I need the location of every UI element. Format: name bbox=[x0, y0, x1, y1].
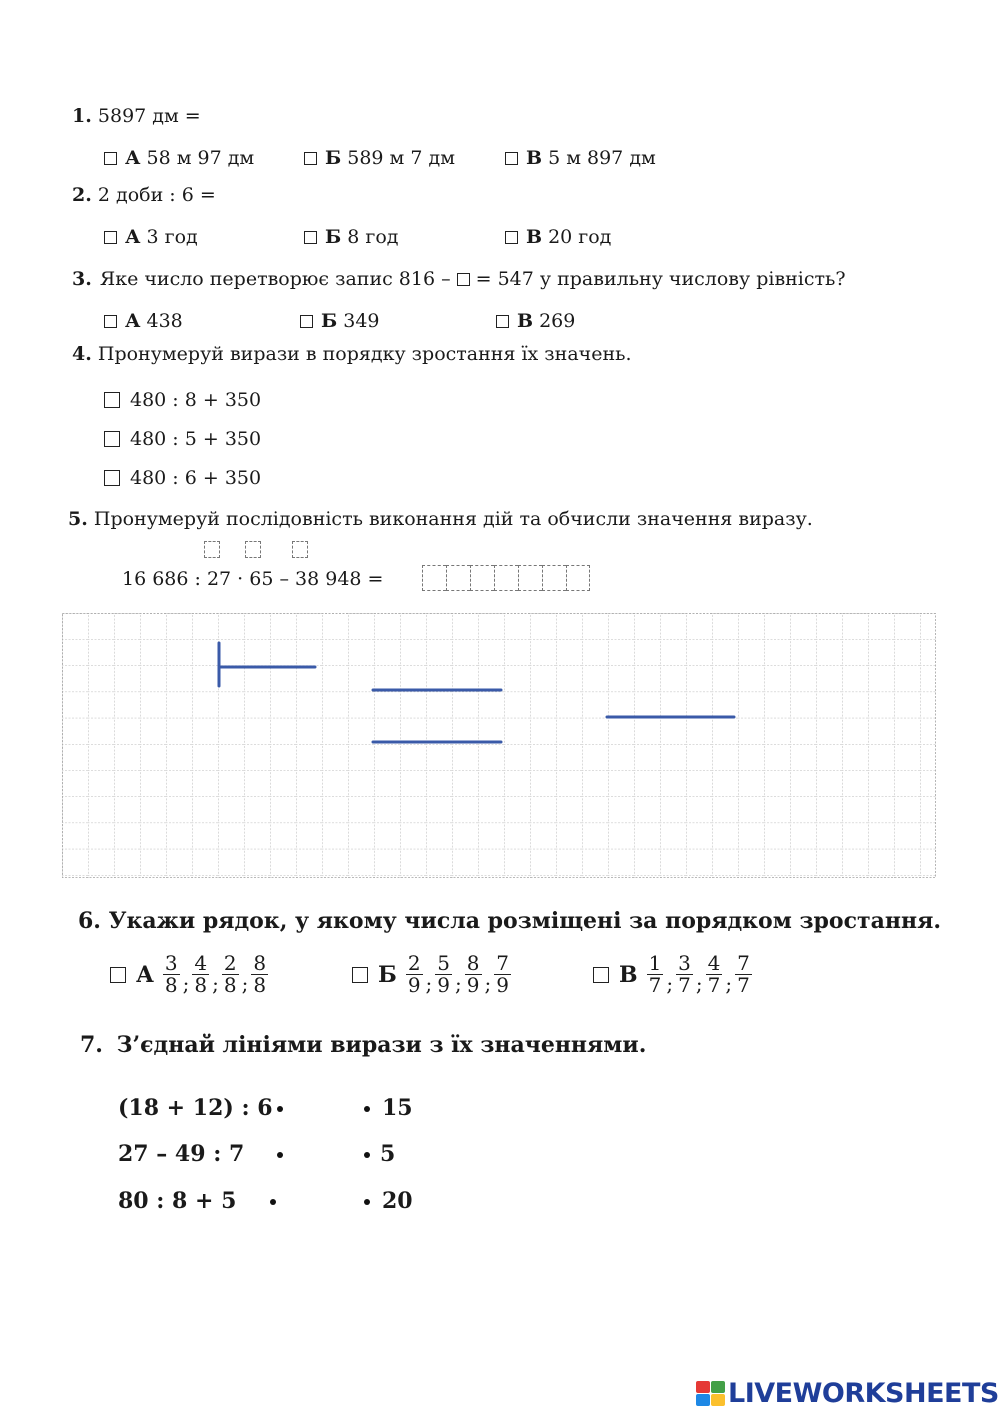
option-letter: А bbox=[136, 961, 154, 988]
fraction: $\frac{8}{9}$ bbox=[466, 951, 480, 997]
option-text: 438 bbox=[146, 310, 183, 332]
option-text: 589 м 7 дм bbox=[347, 147, 455, 169]
question-2-text: 2 доби : 6 = bbox=[97, 184, 216, 206]
option-letter: В bbox=[526, 147, 543, 169]
checkbox[interactable] bbox=[505, 231, 518, 244]
q2-option-b[interactable] bbox=[304, 226, 398, 248]
q5-answer-field[interactable] bbox=[422, 565, 590, 591]
option-letter: А bbox=[125, 310, 141, 332]
option-letter: А bbox=[125, 147, 141, 169]
checkbox[interactable] bbox=[304, 152, 317, 165]
checkbox[interactable] bbox=[505, 152, 518, 165]
question-2-number: 2. bbox=[72, 184, 92, 206]
fraction: $\frac{4}{8}$ bbox=[194, 951, 208, 997]
fraction: $\frac{2}{8}$ bbox=[223, 951, 237, 997]
question-3-number: 3. bbox=[72, 268, 92, 290]
option-text: 3 год bbox=[146, 226, 198, 248]
connect-dot-right[interactable] bbox=[364, 1106, 370, 1112]
q1-option-a[interactable] bbox=[104, 147, 254, 169]
q5-expression: 16 686 : 27 · 65 – 38 948 = bbox=[122, 568, 384, 590]
question-7-text: З’єднай лініями вирази з їх значеннями. bbox=[116, 1032, 647, 1058]
step-order-box-3[interactable] bbox=[292, 541, 308, 558]
connect-dot-left[interactable] bbox=[277, 1106, 283, 1112]
q7-left-expression: (18 + 12) : 6 bbox=[118, 1095, 273, 1121]
order-box[interactable] bbox=[104, 470, 120, 486]
answer-cell[interactable] bbox=[566, 565, 590, 591]
fraction: $\frac{7}{7}$ bbox=[737, 951, 750, 997]
step-order-box-2[interactable] bbox=[245, 541, 261, 558]
q6-option-b[interactable]: Б $\frac{2}{9}$ ; $\frac{5}{9}$ ; $\frac{8}{9}$ ; $\frac{7}{9}$ bbox=[352, 953, 512, 996]
q1-option-b[interactable] bbox=[304, 147, 455, 169]
option-letter: В bbox=[517, 310, 534, 332]
question-6-text: Укажи рядок, у якому числа розміщені за порядком зростання. bbox=[108, 908, 941, 934]
answer-cell[interactable] bbox=[422, 565, 446, 591]
expression-text: 480 : 8 + 350 bbox=[130, 389, 262, 411]
liveworksheets-logo bbox=[696, 1378, 999, 1409]
option-text: 8 год bbox=[347, 226, 399, 248]
option-letter: А bbox=[125, 226, 141, 248]
checkbox[interactable] bbox=[496, 315, 509, 328]
option-text: 58 м 97 дм bbox=[146, 147, 255, 169]
q7-right-value: 15 bbox=[382, 1095, 413, 1121]
connect-dot-left[interactable] bbox=[270, 1199, 276, 1205]
logo-mark-icon bbox=[696, 1381, 726, 1407]
option-text: 349 bbox=[343, 310, 380, 332]
answer-cell[interactable] bbox=[542, 565, 566, 591]
option-text: 269 bbox=[539, 310, 576, 332]
question-7 bbox=[80, 1032, 646, 1058]
checkbox[interactable] bbox=[104, 231, 117, 244]
fraction: $\frac{7}{9}$ bbox=[496, 951, 509, 997]
q2-option-a[interactable] bbox=[104, 226, 198, 248]
option-letter: Б bbox=[325, 226, 342, 248]
q4-expression-row[interactable] bbox=[104, 467, 261, 489]
question-4 bbox=[72, 343, 632, 365]
option-text: 20 год bbox=[548, 226, 612, 248]
question-3-text-after: = 547 у правильну числову рівність? bbox=[475, 268, 846, 290]
order-box[interactable] bbox=[104, 431, 120, 447]
q3-option-b[interactable] bbox=[300, 310, 380, 332]
question-6-number: 6. bbox=[78, 908, 101, 934]
question-7-number: 7. bbox=[80, 1032, 103, 1058]
q2-option-c[interactable] bbox=[505, 226, 611, 248]
checkbox[interactable] bbox=[304, 231, 317, 244]
expression-text: 480 : 6 + 350 bbox=[130, 467, 262, 489]
q7-right-value: 5 bbox=[380, 1141, 396, 1167]
connect-dot-right[interactable] bbox=[364, 1152, 370, 1158]
fraction: $\frac{1}{7}$ bbox=[648, 951, 662, 997]
q4-expression-row[interactable] bbox=[104, 389, 261, 411]
option-letter: Б bbox=[321, 310, 338, 332]
checkbox[interactable] bbox=[104, 152, 117, 165]
option-letter: В bbox=[526, 226, 543, 248]
fraction: $\frac{3}{8}$ bbox=[164, 951, 178, 997]
question-3 bbox=[72, 268, 846, 290]
q1-option-c[interactable] bbox=[505, 147, 656, 169]
q3-option-a[interactable] bbox=[104, 310, 183, 332]
question-1-text: 5897 дм = bbox=[97, 105, 201, 127]
question-5-number: 5. bbox=[68, 508, 88, 530]
grid-pattern bbox=[62, 613, 936, 878]
answer-cell[interactable] bbox=[494, 565, 518, 591]
checkbox[interactable] bbox=[352, 967, 368, 983]
question-4-number: 4. bbox=[72, 343, 92, 365]
fraction: $\frac{5}{9}$ bbox=[437, 951, 451, 997]
answer-cell[interactable] bbox=[518, 565, 542, 591]
q6-option-a[interactable]: А $\frac{3}{8}$ ; $\frac{4}{8}$ ; $\frac{2}{8}$ ; $\frac{8}{8}$ bbox=[110, 953, 269, 996]
connect-dot-left[interactable] bbox=[277, 1152, 283, 1158]
checkbox[interactable] bbox=[110, 967, 126, 983]
fraction: $\frac{8}{8}$ bbox=[253, 951, 267, 997]
step-order-box-1[interactable] bbox=[204, 541, 220, 558]
logo-text: LIVEWORKSHEETS bbox=[728, 1378, 999, 1409]
question-4-text: Пронумеруй вирази в порядку зростання їх значень. bbox=[97, 343, 632, 365]
blank-box bbox=[457, 273, 470, 286]
question-6 bbox=[78, 908, 941, 934]
q7-right-value: 20 bbox=[382, 1188, 413, 1214]
option-letter: Б bbox=[378, 961, 397, 988]
question-5 bbox=[68, 508, 813, 530]
q4-expression-row[interactable] bbox=[104, 428, 261, 450]
option-letter: Б bbox=[325, 147, 342, 169]
q7-left-expression: 27 – 49 : 7 bbox=[118, 1141, 245, 1167]
fraction: $\frac{3}{7}$ bbox=[678, 951, 691, 997]
question-3-text-before: Яке число перетворює запис 816 – bbox=[99, 268, 451, 290]
answer-cell[interactable] bbox=[470, 565, 494, 591]
graph-paper-grid[interactable] bbox=[62, 613, 936, 878]
question-1-number: 1. bbox=[72, 105, 92, 127]
order-box[interactable] bbox=[104, 392, 120, 408]
option-text: 5 м 897 дм bbox=[548, 147, 656, 169]
checkbox[interactable] bbox=[104, 315, 117, 328]
expression-text: 480 : 5 + 350 bbox=[130, 428, 262, 450]
option-letter: В bbox=[619, 961, 638, 988]
fraction: $\frac{4}{7}$ bbox=[707, 951, 721, 997]
question-2 bbox=[72, 184, 216, 206]
q3-option-c[interactable] bbox=[496, 310, 575, 332]
q7-left-expression: 80 : 8 + 5 bbox=[118, 1188, 237, 1214]
fraction: $\frac{2}{9}$ bbox=[407, 951, 421, 997]
checkbox[interactable] bbox=[300, 315, 313, 328]
question-1 bbox=[72, 105, 201, 127]
connect-dot-right[interactable] bbox=[364, 1199, 370, 1205]
answer-cell[interactable] bbox=[446, 565, 470, 591]
q6-option-c[interactable]: В $\frac{1}{7}$ ; $\frac{3}{7}$ ; $\frac{4}{7}$ ; $\frac{7}{7}$ bbox=[593, 953, 753, 996]
question-5-text: Пронумеруй послідовність виконання дій та обчисли значення виразу. bbox=[93, 508, 813, 530]
checkbox[interactable] bbox=[593, 967, 609, 983]
